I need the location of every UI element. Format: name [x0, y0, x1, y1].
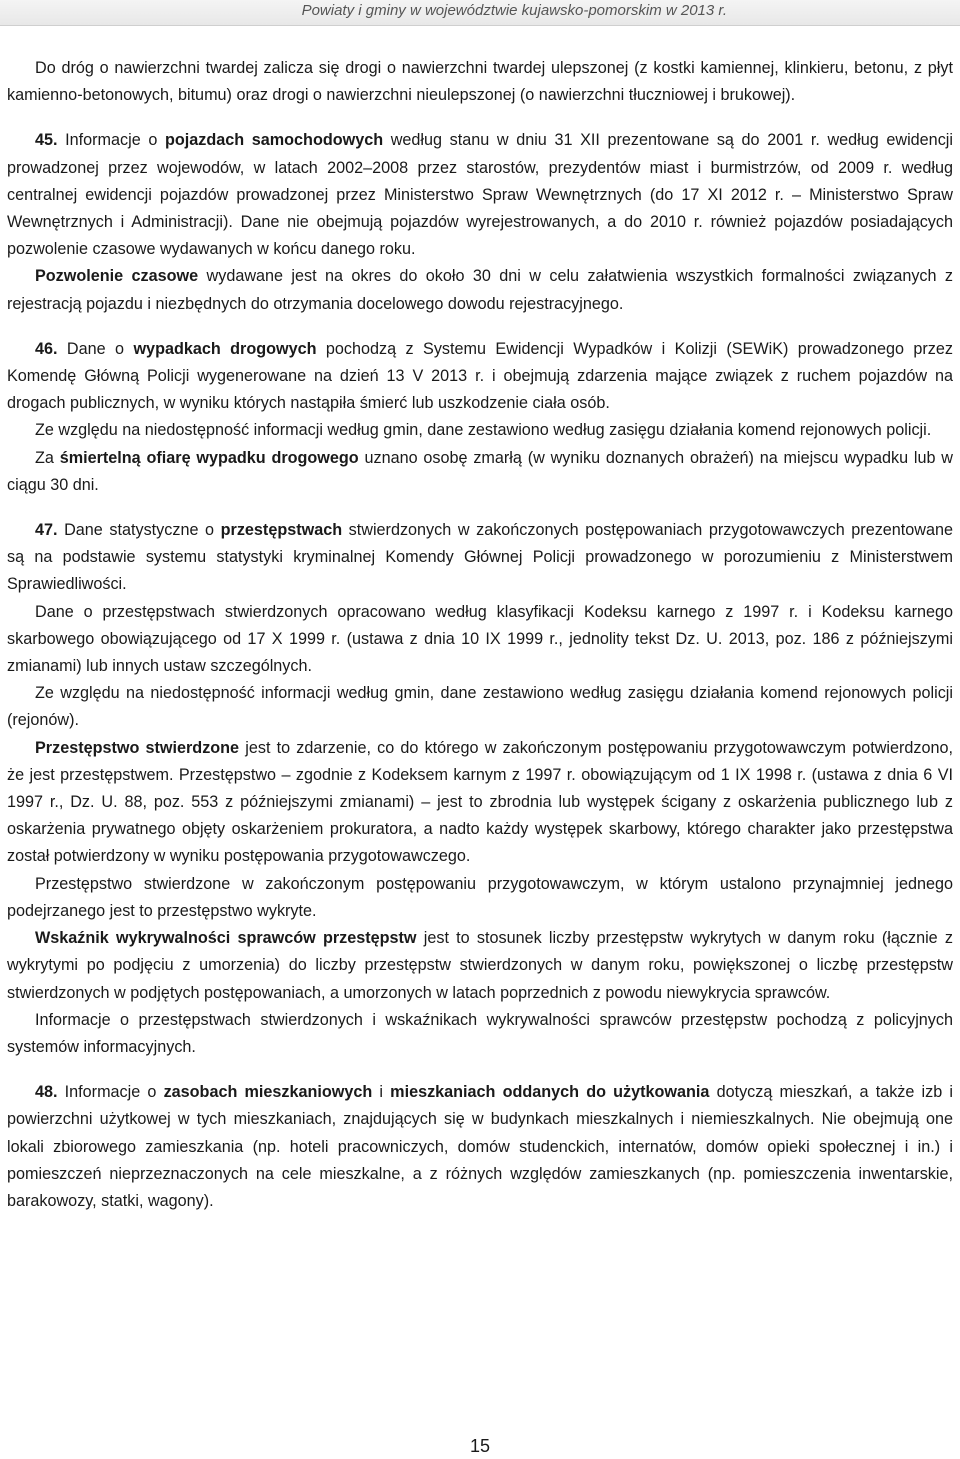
term: Pozwolenie czasowe — [35, 267, 199, 286]
section-45-paragraph: 45. Informacje o pojazdach samochodowych według stanu w dniu 31 XII prezentowane są do 2001 r. według ewidencji prowadzonej przez wojewodów, w latach 2002–2008 przez starostów, prezydentów miast i burmistrzów, od 2009 r. według centralnej ewidencji pojazdów prowadzonej przez Ministerstwo Spraw Wewnętrznych (do 17 XI 2012 r. – Ministerstwo Spraw Wewnętrznych i Administracji). Dane nie obejmują pojazdów wyrejestrowanych, a do 2010 r. również pojazdów posiadających pozwolenie czasowe wydawanych w końcu danego roku. — [7, 131, 953, 259]
section-number: 46. — [35, 339, 58, 358]
definition-paragraph: Wskaźnik wykrywalności sprawców przestępstw jest to stosunek liczby przestępstw wykrytych w danym roku (łącznie z wykrytymi po podjęciu z umorzenia) do liczby przestępstw stwierdzonych w danym roku, powiększonej o liczbę przestępstw stwierdzonych w podjętych postępowaniach, a umorzonych w latach poprzednich z powodu niewykrycia sprawców. — [7, 929, 953, 1002]
definition-paragraph: Pozwolenie czasowe wydawane jest na okres do około 30 dni w celu załatwienia wszystkich formalności związanych z rejestracją pojazdu i niezbędnych do otrzymania docelowego dowodu rejestracyjnego. — [7, 267, 954, 313]
section-45 — [7, 127, 953, 317]
term: Wskaźnik wykrywalności sprawców przestępstw — [35, 929, 417, 948]
paragraph: Dane o przestępstwach stwierdzonych opracowano według klasyfikacji Kodeksu karnego z 1997 r. i Kodeksu karnego skarbowego obowiązującego od 17 X 1999 r. (ustawa z dnia 10 IX 1999 r., jednolity tekst Dz. U. 2013, poz. 186 z późniejszymi zmianami) lub innych ustaw szczególnych. — [7, 602, 953, 676]
section-47-paragraph: 47. Dane statystyczne o przestępstwach stwierdzonych w zakończonych postępowaniach przygotowawczych prezentowane są na podstawie systemu statystyki kryminalnej Komendy Głównej Policji prowadzonego w porozumieniu z Ministerstwem Sprawiedliwości. — [7, 521, 953, 594]
running-title: Powiaty i gminy w województwie kujawsko-pomorskim w 2013 r. — [301, 2, 727, 19]
term: pojazdach samochodowych — [164, 131, 384, 150]
section-number: 45. — [35, 131, 58, 150]
section-47 — [7, 517, 953, 1061]
section-48 — [7, 1079, 953, 1215]
term: przestępstwach — [220, 521, 343, 540]
page-number: 15 — [469, 1436, 491, 1456]
section-48-paragraph: 48. Informacje o zasobach mieszkaniowych i mieszkaniach oddanych do użytkowania dotyczą mieszkań, a także izb i powierzchni użytkowej w tych mieszkaniach, znajdujących się w budynkach mieszkalnych i niemieszkalnych. Nie obejmują one lokali zbiorowego zamieszkania (np. hoteli pracowniczych, domów studenckich, internatów, domów opieki społecznej i in.) i pomieszczeń nieprzeznaczonych na cele mieszkalne, a z różnych względów zamieszkanych (np. pomieszczenia inwentarskie, barakowozy, statki, wagony). — [7, 1083, 953, 1210]
section-46-paragraph: 46. Dane o wypadkach drogowych pochodzą z Systemu Ewidencji Wypadków i Kolizji (SEWiK) prowadzonego przez Komendę Główną Policji wygenerowane na dzień 13 V 2013 r. i obejmują zdarzenia mające związek z ruchem pojazdów na drogach publicznych, w wyniku których nastąpiła śmierć lub uszkodzenie ciała osób. — [7, 339, 954, 413]
term: zasobach mieszkaniowych — [163, 1083, 373, 1102]
running-header — [0, 0, 960, 26]
intro-paragraph: Do dróg o nawierzchni twardej zalicza się drogi o nawierzchni twardej ulepszonej (z kostki kamiennej, klinkieru, betonu, z płyt kamienno-betonowych, bitumu) oraz drogi o nawierzchni nieulepszonej (o nawierzchni tłuczniowej i brukowej). — [7, 59, 953, 105]
page-footer — [0, 1436, 960, 1457]
paragraph: Przestępstwo stwierdzone w zakończonym postępowaniu przygotowawczym, w którym ustalono przynajmniej jednego podejrzanego jest to przestępstwo wykryte. — [7, 874, 953, 920]
document-body — [7, 55, 953, 1215]
term: wypadkach drogowych — [133, 339, 317, 358]
term: śmiertelną ofiarę wypadku drogowego — [59, 448, 359, 467]
section-number: 47. — [35, 521, 58, 540]
paragraph: Ze względu na niedostępność informacji według gmin, dane zestawiono według zasięgu działania komend rejonowych policji (rejonów). — [7, 684, 953, 730]
definition-paragraph: Przestępstwo stwierdzone jest to zdarzenie, co do którego w zakończonym postępowaniu przygotowawczym potwierdzono, że jest przestępstwem. Przestępstwo – zgodnie z Kodeksem karnym z 1997 r. obowiązującym od 1 IX 1998 r. (ustawa z dnia 6 VI 1997 r., Dz. U. 88, poz. 553 z późniejszymi zmianami) – jest to zbrodnia lub występek ścigany z oskarżenia publicznego lub z oskarżenia prywatnego objęty oskarżeniem prokuratora, a nadto każdy występek skarbowy, którego charakter jako przestępstwa został potwierdzony w wyniku postępowania przygotowawczego. — [7, 738, 953, 866]
term: mieszkaniach oddanych do użytkowania — [390, 1083, 710, 1102]
term: Przestępstwo stwierdzone — [35, 738, 240, 757]
definition-paragraph: Za śmiertelną ofiarę wypadku drogowego uznano osobę zmarłą (w wyniku doznanych obrażeń) na miejscu wypadku lub w ciągu 30 dni. — [7, 448, 953, 494]
section-46 — [7, 336, 953, 499]
section-number: 48. — [35, 1083, 58, 1102]
paragraph: Ze względu na niedostępność informacji według gmin, dane zestawiono według zasięgu działania komend rejonowych policji. — [35, 421, 932, 440]
paragraph: Informacje o przestępstwach stwierdzonych i wskaźnikach wykrywalności sprawców przestępstw pochodzą z policyjnych systemów informacyjnych. — [7, 1010, 953, 1056]
